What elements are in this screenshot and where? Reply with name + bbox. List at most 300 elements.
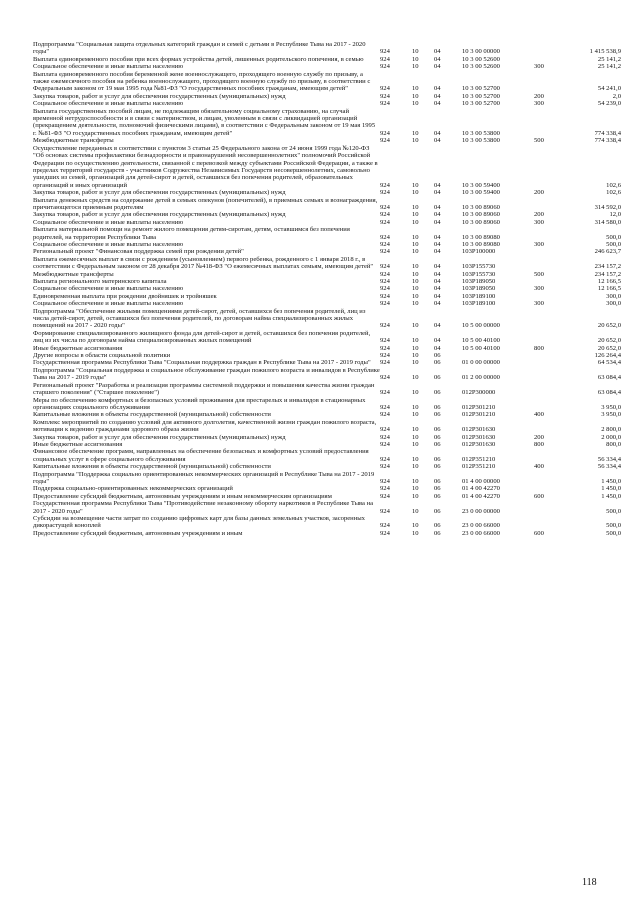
row-amount: 12 166,5 — [597, 285, 621, 293]
table-row — [33, 441, 621, 448]
row-target-article: 012P301630 — [462, 426, 496, 434]
row-amount: 500,0 — [606, 529, 621, 537]
table-row — [33, 278, 621, 285]
row-subsection: 04 — [434, 189, 441, 197]
row-expense-type — [534, 485, 562, 492]
row-section: 10 — [412, 100, 419, 108]
row-expense-type — [534, 352, 562, 359]
table-row — [33, 285, 621, 292]
table-row — [33, 367, 621, 382]
row-subsection: 04 — [434, 270, 441, 278]
row-name: Выплата государственных пособий лицам, не подлежащим обязательному социальному страхованию, на случай временной нетрудоспособности и в связи с материнством, и лицам, уволенным в связи с ликвидацией организаций (прекращением деятельности, полномочий физическими лицами), в соответствии с Федеральным законом от 19 мая 1995 г. №81-ФЗ "О государственных пособиях гражданам, имеющим детей" — [33, 107, 376, 137]
table-row — [33, 137, 621, 144]
row-admin-code: 924 — [380, 433, 390, 441]
table-row — [33, 226, 621, 241]
row-section: 10 — [412, 270, 419, 278]
row-expense-type — [534, 330, 562, 345]
row-subsection: 04 — [434, 55, 441, 63]
row-section: 10 — [412, 85, 419, 93]
row-expense-type — [534, 500, 562, 515]
row-admin-code: 924 — [380, 48, 390, 56]
row-target-article: 10 5 00 40100 — [462, 344, 500, 352]
row-admin-code: 924 — [380, 403, 390, 411]
row-name: Субсидии на возмещение части затрат по созданию цифровых карт для базы данных земельных участков, засоренных дикорастущей коноплей — [33, 515, 365, 530]
row-target-article: 10 5 00 40100 — [462, 337, 500, 345]
row-subsection: 04 — [434, 211, 441, 219]
row-admin-code: 924 — [380, 344, 390, 352]
row-amount: 1 415 538,9 — [589, 48, 621, 56]
row-amount: 20 652,0 — [597, 322, 621, 330]
row-target-article: 103P155730 — [462, 263, 496, 271]
row-amount: 1 450,0 — [601, 492, 621, 500]
row-amount: 314 580,0 — [594, 218, 621, 226]
row-name: Предоставление субсидий бюджетным, автономным учреждениям и иным — [33, 529, 243, 537]
row-subsection: 06 — [434, 492, 441, 500]
row-admin-code: 924 — [380, 137, 390, 145]
row-subsection: 04 — [434, 344, 441, 352]
row-amount: 3 950,0 — [601, 411, 621, 419]
row-target-article: 012P301210 — [462, 411, 496, 419]
row-section: 10 — [412, 455, 419, 463]
row-section: 10 — [412, 63, 419, 71]
row-target-article: 01 0 00 00000 — [462, 359, 500, 367]
row-admin-code: 924 — [380, 359, 390, 367]
row-name: Предоставление субсидий бюджетным, автономным учреждениям и иным некоммерческим организациям — [33, 492, 332, 500]
table-row — [33, 448, 621, 463]
row-section: 10 — [412, 129, 419, 137]
row-admin-code: 924 — [380, 300, 390, 308]
row-name: Социальное обеспечение и иные выплаты населению — [33, 300, 184, 308]
row-name: Подпрограмма "Социальная защита отдельных категорий граждан и семей с детьми в Республике Тыва на 2017 - 2020 годы" — [33, 41, 366, 56]
row-amount: 54 239,0 — [597, 100, 621, 108]
row-amount: 64 534,4 — [597, 359, 621, 367]
row-name: Подпрограмма "Обеспечение жилыми помещениями детей-сирот, детей, оставшихся без попечения родителей, лиц из числа детей-сирот, детей, оставшихся без попечения родителей, по договорам найма специализированных жилых помещений на 2017 - 2020 годы" — [33, 307, 366, 330]
row-expense-type — [534, 367, 562, 382]
row-admin-code: 924 — [380, 507, 390, 515]
row-expense-type: 400 — [534, 411, 544, 419]
row-subsection: 04 — [434, 181, 441, 189]
row-section: 10 — [412, 55, 419, 63]
row-admin-code: 924 — [380, 233, 390, 241]
row-amount: 102,6 — [606, 181, 621, 189]
budget-table-body — [33, 41, 621, 537]
row-name: Закупка товаров, работ и услуг для обеспечения государственных (муниципальных) нужд — [33, 211, 286, 219]
table-row — [33, 241, 621, 248]
table-row — [33, 530, 621, 537]
row-section: 10 — [412, 218, 419, 226]
row-amount: 300,0 — [606, 300, 621, 308]
row-expense-type — [534, 248, 562, 255]
row-name: Межбюджетные трансферты — [33, 137, 114, 145]
table-row — [33, 271, 621, 278]
row-subsection: 06 — [434, 389, 441, 397]
table-row — [33, 411, 621, 418]
row-section: 10 — [412, 529, 419, 537]
row-name: Государственная программа Республики Тыва "Противодействие незаконному обороту наркотиков в Республике Тыва на 2017 - 2020 годы" — [33, 500, 374, 515]
row-section: 10 — [412, 440, 419, 448]
row-admin-code: 924 — [380, 322, 390, 330]
row-section: 10 — [412, 477, 419, 485]
row-name: Выплата ежемесячных выплат в связи с рождением (усыновлением) первого ребенка, рожденного с 1 января 2018 г., в соответствии с Федеральным законом от 28 декабря 2017 №418-ФЗ "О ежемесячных выплатах семьям, имеющим детей" — [33, 255, 374, 271]
row-amount: 12,0 — [609, 211, 621, 219]
row-section: 10 — [412, 292, 419, 300]
row-expense-type — [534, 197, 562, 212]
row-section: 10 — [412, 522, 419, 530]
row-section: 10 — [412, 352, 419, 360]
row-expense-type: 600 — [534, 492, 544, 500]
row-amount: 2,0 — [612, 92, 621, 100]
row-target-article: 103P189050 — [462, 285, 496, 293]
table-row — [33, 382, 621, 397]
row-name: Осуществление переданных в соответствии с пунктом 3 статьи 25 Федерального закона от 24 июня 1999 года №120-ФЗ "Об основах системы профилактики безнадзорности и правонарушений несовершеннолетних" полномочий Российской Федерации по осуществлению деятельности, связанной с перевозкой между субъектами Российской Федерации, а также в пределах территорий государств - участников Содружества Независимых Государств несовершеннолетних, самовольно ушедших из семей, организаций для детей-сирот и детей, оставшихся без попечения родителей, образовательных организаций и иных организаций — [33, 144, 378, 189]
row-section: 10 — [412, 426, 419, 434]
row-name: Закупка товаров, работ и услуг для обеспечения государственных (муниципальных) нужд — [33, 433, 286, 441]
row-amount: 774 338,4 — [594, 137, 621, 145]
row-name: Социальное обеспечение и иные выплаты населению — [33, 240, 184, 248]
row-amount: 20 652,0 — [597, 344, 621, 352]
row-target-article: 10 3 00 52600 — [462, 55, 500, 63]
row-expense-type — [534, 515, 562, 530]
row-amount: 54 241,0 — [597, 85, 621, 93]
row-subsection: 04 — [434, 48, 441, 56]
row-admin-code: 924 — [380, 218, 390, 226]
row-target-article: 23 0 00 00000 — [462, 507, 500, 515]
row-subsection: 06 — [434, 352, 441, 360]
row-name: Комплекс мероприятий по созданию условий для активного долголетия, качественной жизни граждан пожилого возраста, мотивации к ведению гражданами здорового образа жизни — [33, 418, 377, 434]
row-target-article: 012P301630 — [462, 433, 496, 441]
row-name: Подпрограмма "Поддержка социально ориентированных некоммерческих организаций в Республике Тыва на 2017 - 2019 годы" — [33, 470, 375, 485]
row-expense-type — [534, 293, 562, 300]
row-expense-type — [534, 108, 562, 138]
row-amount: 25 141,2 — [597, 63, 621, 71]
row-name: Социальное обеспечение и иные выплаты населению — [33, 285, 184, 293]
row-expense-type — [534, 278, 562, 285]
row-subsection: 04 — [434, 278, 441, 285]
row-amount: 25 141,2 — [597, 55, 621, 63]
row-expense-type: 300 — [534, 63, 544, 71]
row-name: Финансовое обеспечение программ, направленных на обеспечение безопасных и комфортных условий предоставления социальных услуг в сфере социального обслуживания — [33, 448, 369, 463]
row-name: Государственная программа Республики Тыва "Социальная поддержка граждан в Республике Тыва на 2017 - 2019 годы" — [33, 359, 371, 367]
row-name: Межбюджетные трансферты — [33, 270, 114, 278]
row-subsection: 04 — [434, 233, 441, 241]
row-admin-code: 924 — [380, 389, 390, 397]
row-target-article: 103P189050 — [462, 278, 496, 285]
row-subsection: 04 — [434, 248, 441, 256]
row-name: Региональный проект "Разработка и реализация программы системной поддержки и повышения качества жизни граждан старшего поколения" ("Старшее поколение") — [33, 381, 375, 397]
row-amount: 314 592,0 — [594, 203, 621, 211]
row-admin-code: 924 — [380, 485, 390, 493]
row-subsection: 04 — [434, 137, 441, 145]
row-expense-type — [534, 359, 562, 366]
row-subsection: 04 — [434, 92, 441, 100]
row-subsection: 04 — [434, 63, 441, 71]
row-amount: 1 450,0 — [601, 477, 621, 485]
row-amount: 800,0 — [606, 440, 621, 448]
row-expense-type: 800 — [534, 344, 544, 352]
table-row — [33, 211, 621, 218]
row-subsection: 04 — [434, 240, 441, 248]
row-name: Выплата материальной помощи на ремонт жилого помещения детям-сиротам, детям, оставшимся без попечения родителей, на территории Республики Тыва — [33, 226, 350, 241]
row-expense-type: 500 — [534, 270, 544, 278]
table-row — [33, 248, 621, 255]
table-row — [33, 471, 621, 486]
row-expense-type: 300 — [534, 240, 544, 248]
page-number: 118 — [582, 877, 597, 888]
row-admin-code: 924 — [380, 240, 390, 248]
row-admin-code: 924 — [380, 248, 390, 256]
row-section: 10 — [412, 344, 419, 352]
row-name: Закупка товаров, работ и услуг для обеспечения государственных (муниципальных) нужд — [33, 189, 286, 197]
row-amount: 246 623,7 — [594, 248, 621, 256]
row-expense-type — [534, 308, 562, 330]
row-expense-type: 200 — [534, 92, 544, 100]
row-section: 10 — [412, 278, 419, 285]
row-section: 10 — [412, 203, 419, 211]
row-target-article: 10 3 00 59400 — [462, 189, 500, 197]
row-name: Капитальные вложения в объекты государственной (муниципальной) собственности — [33, 463, 271, 471]
row-subsection: 04 — [434, 203, 441, 211]
row-subsection: 06 — [434, 455, 441, 463]
row-target-article: 10 3 00 89060 — [462, 203, 500, 211]
row-admin-code: 924 — [380, 189, 390, 197]
row-amount: 126 264,4 — [594, 352, 621, 360]
row-target-article: 10 3 00 52700 — [462, 100, 500, 108]
row-name: Социальное обеспечение и иные выплаты населению — [33, 218, 184, 226]
table-row — [33, 63, 621, 70]
table-row — [33, 419, 621, 434]
row-admin-code: 924 — [380, 455, 390, 463]
row-subsection: 06 — [434, 426, 441, 434]
row-amount: 234 157,2 — [594, 263, 621, 271]
row-subsection: 04 — [434, 218, 441, 226]
row-section: 10 — [412, 322, 419, 330]
row-target-article: 10 3 00 89080 — [462, 240, 500, 248]
row-target-article: 01 4 00 42270 — [462, 492, 500, 500]
row-subsection: 04 — [434, 85, 441, 93]
row-admin-code: 924 — [380, 463, 390, 471]
row-expense-type — [534, 256, 562, 271]
row-expense-type — [534, 226, 562, 241]
row-amount: 300,0 — [606, 292, 621, 300]
row-amount: 12 166,5 — [597, 278, 621, 285]
row-target-article — [462, 352, 534, 359]
row-expense-type — [534, 419, 562, 434]
row-target-article: 10 3 00 00000 — [462, 48, 500, 56]
table-row — [33, 189, 621, 196]
row-section: 10 — [412, 433, 419, 441]
row-name: Меры по обеспечению комфортных и безопасных условий проживания для престарелых и инвалидов в стационарных организациях социального обслуживания — [33, 396, 366, 411]
row-subsection: 04 — [434, 322, 441, 330]
table-row — [33, 219, 621, 226]
row-section: 10 — [412, 181, 419, 189]
table-row — [33, 308, 621, 330]
row-target-article: 103P155730 — [462, 270, 496, 278]
row-section: 10 — [412, 263, 419, 271]
row-admin-code: 924 — [380, 270, 390, 278]
row-target-article: 103P189100 — [462, 300, 496, 308]
row-amount: 63 084,4 — [597, 374, 621, 382]
table-row — [33, 293, 621, 300]
table-row — [33, 352, 621, 359]
row-target-article: 10 3 00 89060 — [462, 211, 500, 219]
row-target-article: 01 4 00 42270 — [462, 485, 500, 493]
row-subsection: 06 — [434, 529, 441, 537]
row-expense-type — [534, 448, 562, 463]
row-name: Закупка товаров, работ и услуг для обеспечения государственных (муниципальных) нужд — [33, 92, 286, 100]
row-subsection: 06 — [434, 522, 441, 530]
row-subsection: 06 — [434, 433, 441, 441]
row-section: 10 — [412, 285, 419, 293]
row-amount: 20 652,0 — [597, 337, 621, 345]
table-row — [33, 100, 621, 107]
row-admin-code: 924 — [380, 492, 390, 500]
row-subsection: 04 — [434, 337, 441, 345]
row-name: Иные бюджетные ассигнования — [33, 344, 123, 352]
row-admin-code: 924 — [380, 292, 390, 300]
row-target-article: 10 3 00 89060 — [462, 218, 500, 226]
row-expense-type: 800 — [534, 440, 544, 448]
table-row — [33, 300, 621, 307]
row-subsection: 06 — [434, 403, 441, 411]
row-section: 10 — [412, 189, 419, 197]
row-subsection: 04 — [434, 300, 441, 308]
row-expense-type: 600 — [534, 529, 544, 537]
table-row — [33, 493, 621, 500]
table-row — [33, 359, 621, 366]
row-expense-type — [534, 56, 562, 63]
row-target-article: 01 2 00 00000 — [462, 374, 500, 382]
row-target-article: 012P300000 — [462, 389, 496, 397]
table-row — [33, 197, 621, 212]
row-section: 10 — [412, 463, 419, 471]
row-section: 10 — [412, 92, 419, 100]
row-target-article: 012P351210 — [462, 455, 496, 463]
row-subsection: 04 — [434, 285, 441, 293]
row-amount: 774 338,4 — [594, 129, 621, 137]
row-amount: 2 800,0 — [601, 426, 621, 434]
table-row — [33, 330, 621, 345]
row-target-article: 10 3 00 52700 — [462, 85, 500, 93]
row-amount: 102,6 — [606, 189, 621, 197]
row-admin-code: 924 — [380, 63, 390, 71]
row-amount: 500,0 — [606, 507, 621, 515]
row-expense-type — [534, 382, 562, 397]
table-row — [33, 108, 621, 138]
row-name: Социальное обеспечение и иные выплаты населению — [33, 63, 184, 71]
row-section: 10 — [412, 240, 419, 248]
row-admin-code: 924 — [380, 129, 390, 137]
row-subsection: 06 — [434, 411, 441, 419]
row-section: 10 — [412, 248, 419, 256]
row-target-article: 10 3 00 89080 — [462, 233, 500, 241]
row-subsection: 06 — [434, 477, 441, 485]
row-amount: 63 084,4 — [597, 389, 621, 397]
row-section: 10 — [412, 485, 419, 493]
row-name: Поддержка социально-ориентированных некоммерческих организаций — [33, 485, 233, 493]
row-admin-code: 924 — [380, 92, 390, 100]
row-admin-code: 924 — [380, 55, 390, 63]
row-subsection: 04 — [434, 100, 441, 108]
row-section: 10 — [412, 48, 419, 56]
table-row — [33, 500, 621, 515]
row-target-article: 103P189100 — [462, 292, 496, 300]
row-target-article: 10 3 00 53800 — [462, 137, 500, 145]
row-name: Формирование специализированного жилищного фонда для детей-сирот и детей, оставшихся без попечения родителей, лиц из их числа по договорам найма специализированных жилых помещений — [33, 329, 371, 345]
row-admin-code: 924 — [380, 278, 390, 285]
table-row — [33, 345, 621, 352]
row-section: 10 — [412, 300, 419, 308]
row-name: Другие вопросы в области социальной политики — [33, 352, 171, 360]
row-amount: 3 950,0 — [601, 403, 621, 411]
row-amount: 56 334,4 — [597, 455, 621, 463]
row-expense-type — [534, 397, 562, 412]
row-name: Подпрограмма "Социальная поддержка и социальное обслуживание граждан пожилого возраста и инвалидов в Республике Тыва на 2017 - 2019 годы" — [33, 366, 380, 382]
row-admin-code: 924 — [380, 211, 390, 219]
row-section: 10 — [412, 137, 419, 145]
row-target-article: 23 0 00 66000 — [462, 522, 500, 530]
row-expense-type: 200 — [534, 189, 544, 197]
row-admin-code: 924 — [380, 100, 390, 108]
row-target-article: 10 3 00 52600 — [462, 63, 500, 71]
row-target-article: 23 0 00 66000 — [462, 529, 500, 537]
row-expense-type — [534, 145, 562, 189]
row-expense-type: 400 — [534, 463, 544, 471]
table-row — [33, 463, 621, 470]
row-section: 10 — [412, 492, 419, 500]
row-admin-code: 924 — [380, 529, 390, 537]
row-subsection: 06 — [434, 359, 441, 367]
row-subsection: 04 — [434, 263, 441, 271]
row-target-article: 103P100000 — [462, 248, 496, 256]
row-subsection: 06 — [434, 507, 441, 515]
row-admin-code: 924 — [380, 477, 390, 485]
row-subsection: 06 — [434, 374, 441, 382]
row-expense-type — [534, 41, 562, 56]
row-name: Иные бюджетные ассигнования — [33, 440, 123, 448]
row-admin-code: 924 — [380, 374, 390, 382]
row-expense-type: 500 — [534, 137, 544, 145]
row-name: Капитальные вложения в объекты государственной (муниципальной) собственности — [33, 411, 271, 419]
row-admin-code: 924 — [380, 440, 390, 448]
row-section: 10 — [412, 389, 419, 397]
table-row — [33, 93, 621, 100]
row-target-article: 012P301630 — [462, 440, 496, 448]
table-row — [33, 56, 621, 63]
row-expense-type: 200 — [534, 433, 544, 441]
row-expense-type: 300 — [534, 218, 544, 226]
row-subsection: 04 — [434, 292, 441, 300]
row-section: 10 — [412, 411, 419, 419]
row-expense-type: 300 — [534, 285, 544, 293]
row-expense-type: 300 — [534, 300, 544, 308]
table-row — [33, 71, 621, 93]
row-section: 10 — [412, 359, 419, 367]
row-admin-code: 924 — [380, 352, 390, 360]
row-target-article: 10 5 00 00000 — [462, 322, 500, 330]
row-amount: 500,0 — [606, 522, 621, 530]
row-name: Выплата единовременного пособия беременной жене военнослужащего, проходящего военную службу по призыву, а также ежемесячного пособия на ребенка военнослужащего, проходящего военную службу по призыву, в соответствии с Федеральным законом от 19 мая 1995 года №81-ФЗ "О государственных пособиях гражданам, имеющим детей" — [33, 70, 371, 93]
row-target-article: 012P301210 — [462, 403, 496, 411]
row-admin-code: 924 — [380, 426, 390, 434]
table-row — [33, 485, 621, 492]
row-admin-code: 924 — [380, 285, 390, 293]
row-admin-code: 924 — [380, 263, 390, 271]
row-admin-code: 924 — [380, 411, 390, 419]
row-target-article: 10 3 00 59400 — [462, 181, 500, 189]
row-section: 10 — [412, 374, 419, 382]
table-row — [33, 397, 621, 412]
row-subsection: 06 — [434, 440, 441, 448]
